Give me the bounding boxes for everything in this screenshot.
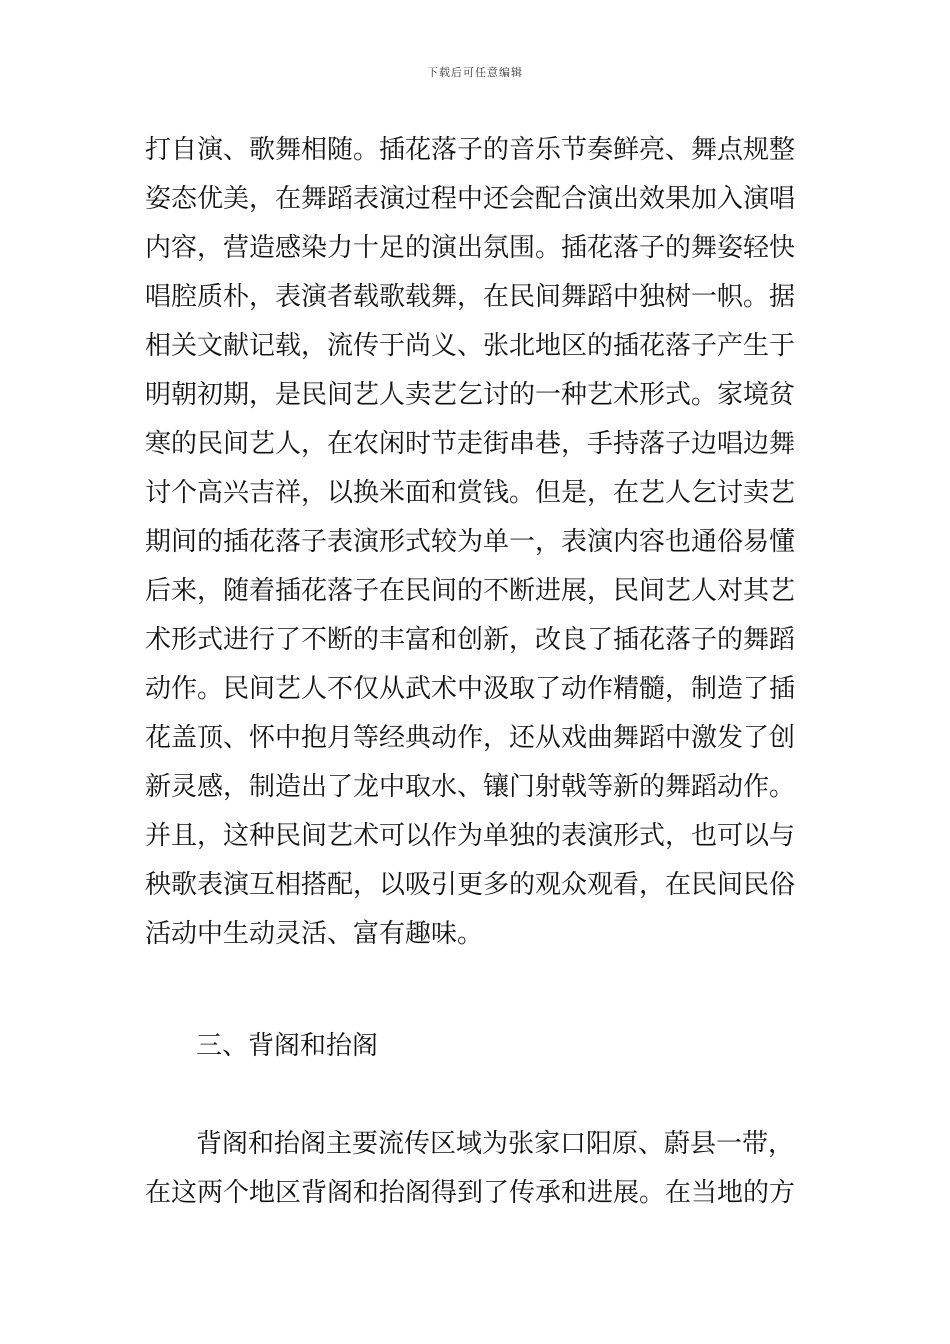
text-line: 姿态优美，在舞蹈表演过程中还会配合演出效果加入演唱 [145,184,796,214]
text-line: 动作。民间艺人不仅从武术中汲取了动作精髓，制造了插 [145,674,796,704]
text-line: 讨个高兴吉祥，以换米面和赏钱。但是，在艺人乞讨卖艺 [145,478,796,508]
text-line: 在这两个地区背阁和抬阁得到了传承和进展。在当地的方 [145,1178,796,1208]
text-line: 明朝初期，是民间艺人卖艺乞讨的一种艺术形式。家境贫 [145,380,796,410]
text-line: 术形式进行了不断的丰富和创新，改良了插花落子的舞蹈 [145,625,796,655]
text-line: 相关文献记载，流传于尚义、张北地区的插花落子产生于 [145,331,796,361]
text-line: 内容，营造感染力十足的演出氛围。插花落子的舞姿轻快 [145,233,796,263]
page-header-note: 下载后可任意编辑 [427,66,523,79]
text-line: 花盖顶、怀中抱月等经典动作，还从戏曲舞蹈中激发了创 [145,723,796,753]
text-line: 秧歌表演互相搭配，以吸引更多的观众观看，在民间民俗 [145,870,796,900]
text-line: 唱腔质朴，表演者载歌载舞，在民间舞蹈中独树一帜。据 [145,282,796,312]
text-line: 后来，随着插花落子在民间的不断进展，民间艺人对其艺 [145,576,796,606]
text-line: 寒的民间艺人，在农闲时节走街串巷，手持落子边唱边舞 [145,429,796,459]
text-line: 新灵感，制造出了龙中取水、镶门射戟等新的舞蹈动作。 [145,772,796,802]
text-line: 期间的插花落子表演形式较为单一，表演内容也通俗易懂 [145,527,796,557]
text-line: 打自演、歌舞相随。插花落子的音乐节奏鲜亮、舞点规整 [145,135,796,165]
section-heading: 三、背阁和抬阁 [196,1031,379,1061]
text-line: 活动中生动灵活、富有趣味。 [145,919,484,949]
text-line: 背阁和抬阁主要流传区域为张家口阳原、蔚县一带， [196,1129,795,1159]
text-line: 并且，这种民间艺术可以作为单独的表演形式，也可以与 [145,821,796,851]
